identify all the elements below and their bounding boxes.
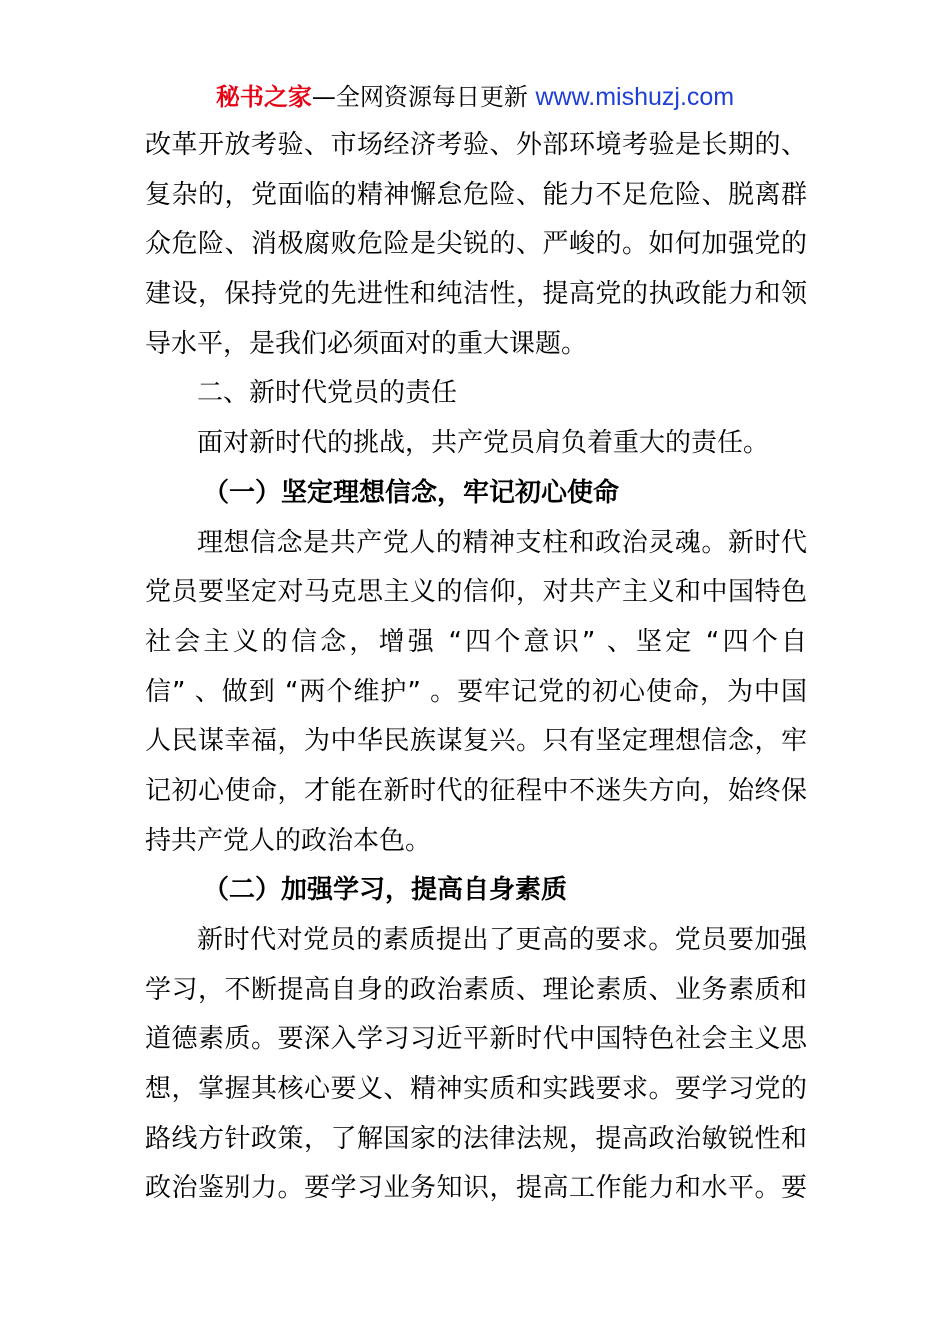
- paragraph-line: 党员要坚定对马克思主义的信仰，对共产主义和中国特色: [145, 577, 807, 608]
- document-body: [145, 121, 807, 1214]
- subsection-heading: （一）坚定理想信念，牢记初心使命: [203, 477, 620, 508]
- paragraph-line: 道德素质。要深入学习习近平新时代中国特色社会主义思: [145, 1024, 807, 1055]
- site-header: [0, 80, 950, 114]
- paragraph-line: 信” 、做到 “两个维护” 。要牢记党的初心使命，为中国: [145, 676, 807, 707]
- paragraph-line: 记初心使命，才能在新时代的征程中不迷失方向，始终保: [145, 775, 807, 806]
- paragraph-line: 想，掌握其核心要义、精神实质和实践要求。要学习党的: [145, 1074, 807, 1105]
- paragraph-line: 新时代对党员的素质提出了更高的要求。党员要加强: [197, 925, 807, 955]
- paragraph-line: 社会主义的信念，增强 “四个意识” 、坚定 “四个自: [145, 626, 807, 657]
- paragraph-line: 导水平，是我们必须面对的重大课题。: [145, 328, 588, 359]
- brand-name: 秘书之家: [215, 83, 312, 111]
- paragraph-line: 持共产党人的政治本色。: [145, 825, 432, 856]
- paragraph-line: 建设，保持党的先进性和纯洁性，提高党的执政能力和领: [145, 279, 807, 310]
- section-heading: 二、新时代党员的责任: [197, 378, 458, 409]
- site-url-link[interactable]: www.mishuzj.com: [535, 83, 735, 111]
- header-tagline: —全网资源每日更新: [311, 83, 536, 111]
- paragraph-line: 学习，不断提高自身的政治素质、理论素质、业务素质和: [145, 974, 807, 1005]
- subsection-heading: （二）加强学习，提高自身素质: [203, 875, 568, 906]
- paragraph-line: 政治鉴别力。要学习业务知识，提高工作能力和水平。要: [145, 1173, 807, 1204]
- paragraph-line: 路线方针政策，了解国家的法律法规，提高政治敏锐性和: [145, 1123, 807, 1154]
- paragraph-line: 复杂的，党面临的精神懈怠危险、能力不足危险、脱离群: [145, 179, 807, 210]
- paragraph-line: 众危险、消极腐败危险是尖锐的、严峻的。如何加强党的: [145, 229, 807, 260]
- paragraph-line: 改革开放考验、市场经济考验、外部环境考验是长期的、: [145, 130, 807, 160]
- paragraph-line: 人民谋幸福，为中华民族谋复兴。只有坚定理想信念，牢: [145, 726, 807, 757]
- paragraph-line: 理想信念是共产党人的精神支柱和政治灵魂。新时代: [197, 527, 807, 558]
- paragraph-line: 面对新时代的挑战，共产党员肩负着重大的责任。: [197, 428, 770, 459]
